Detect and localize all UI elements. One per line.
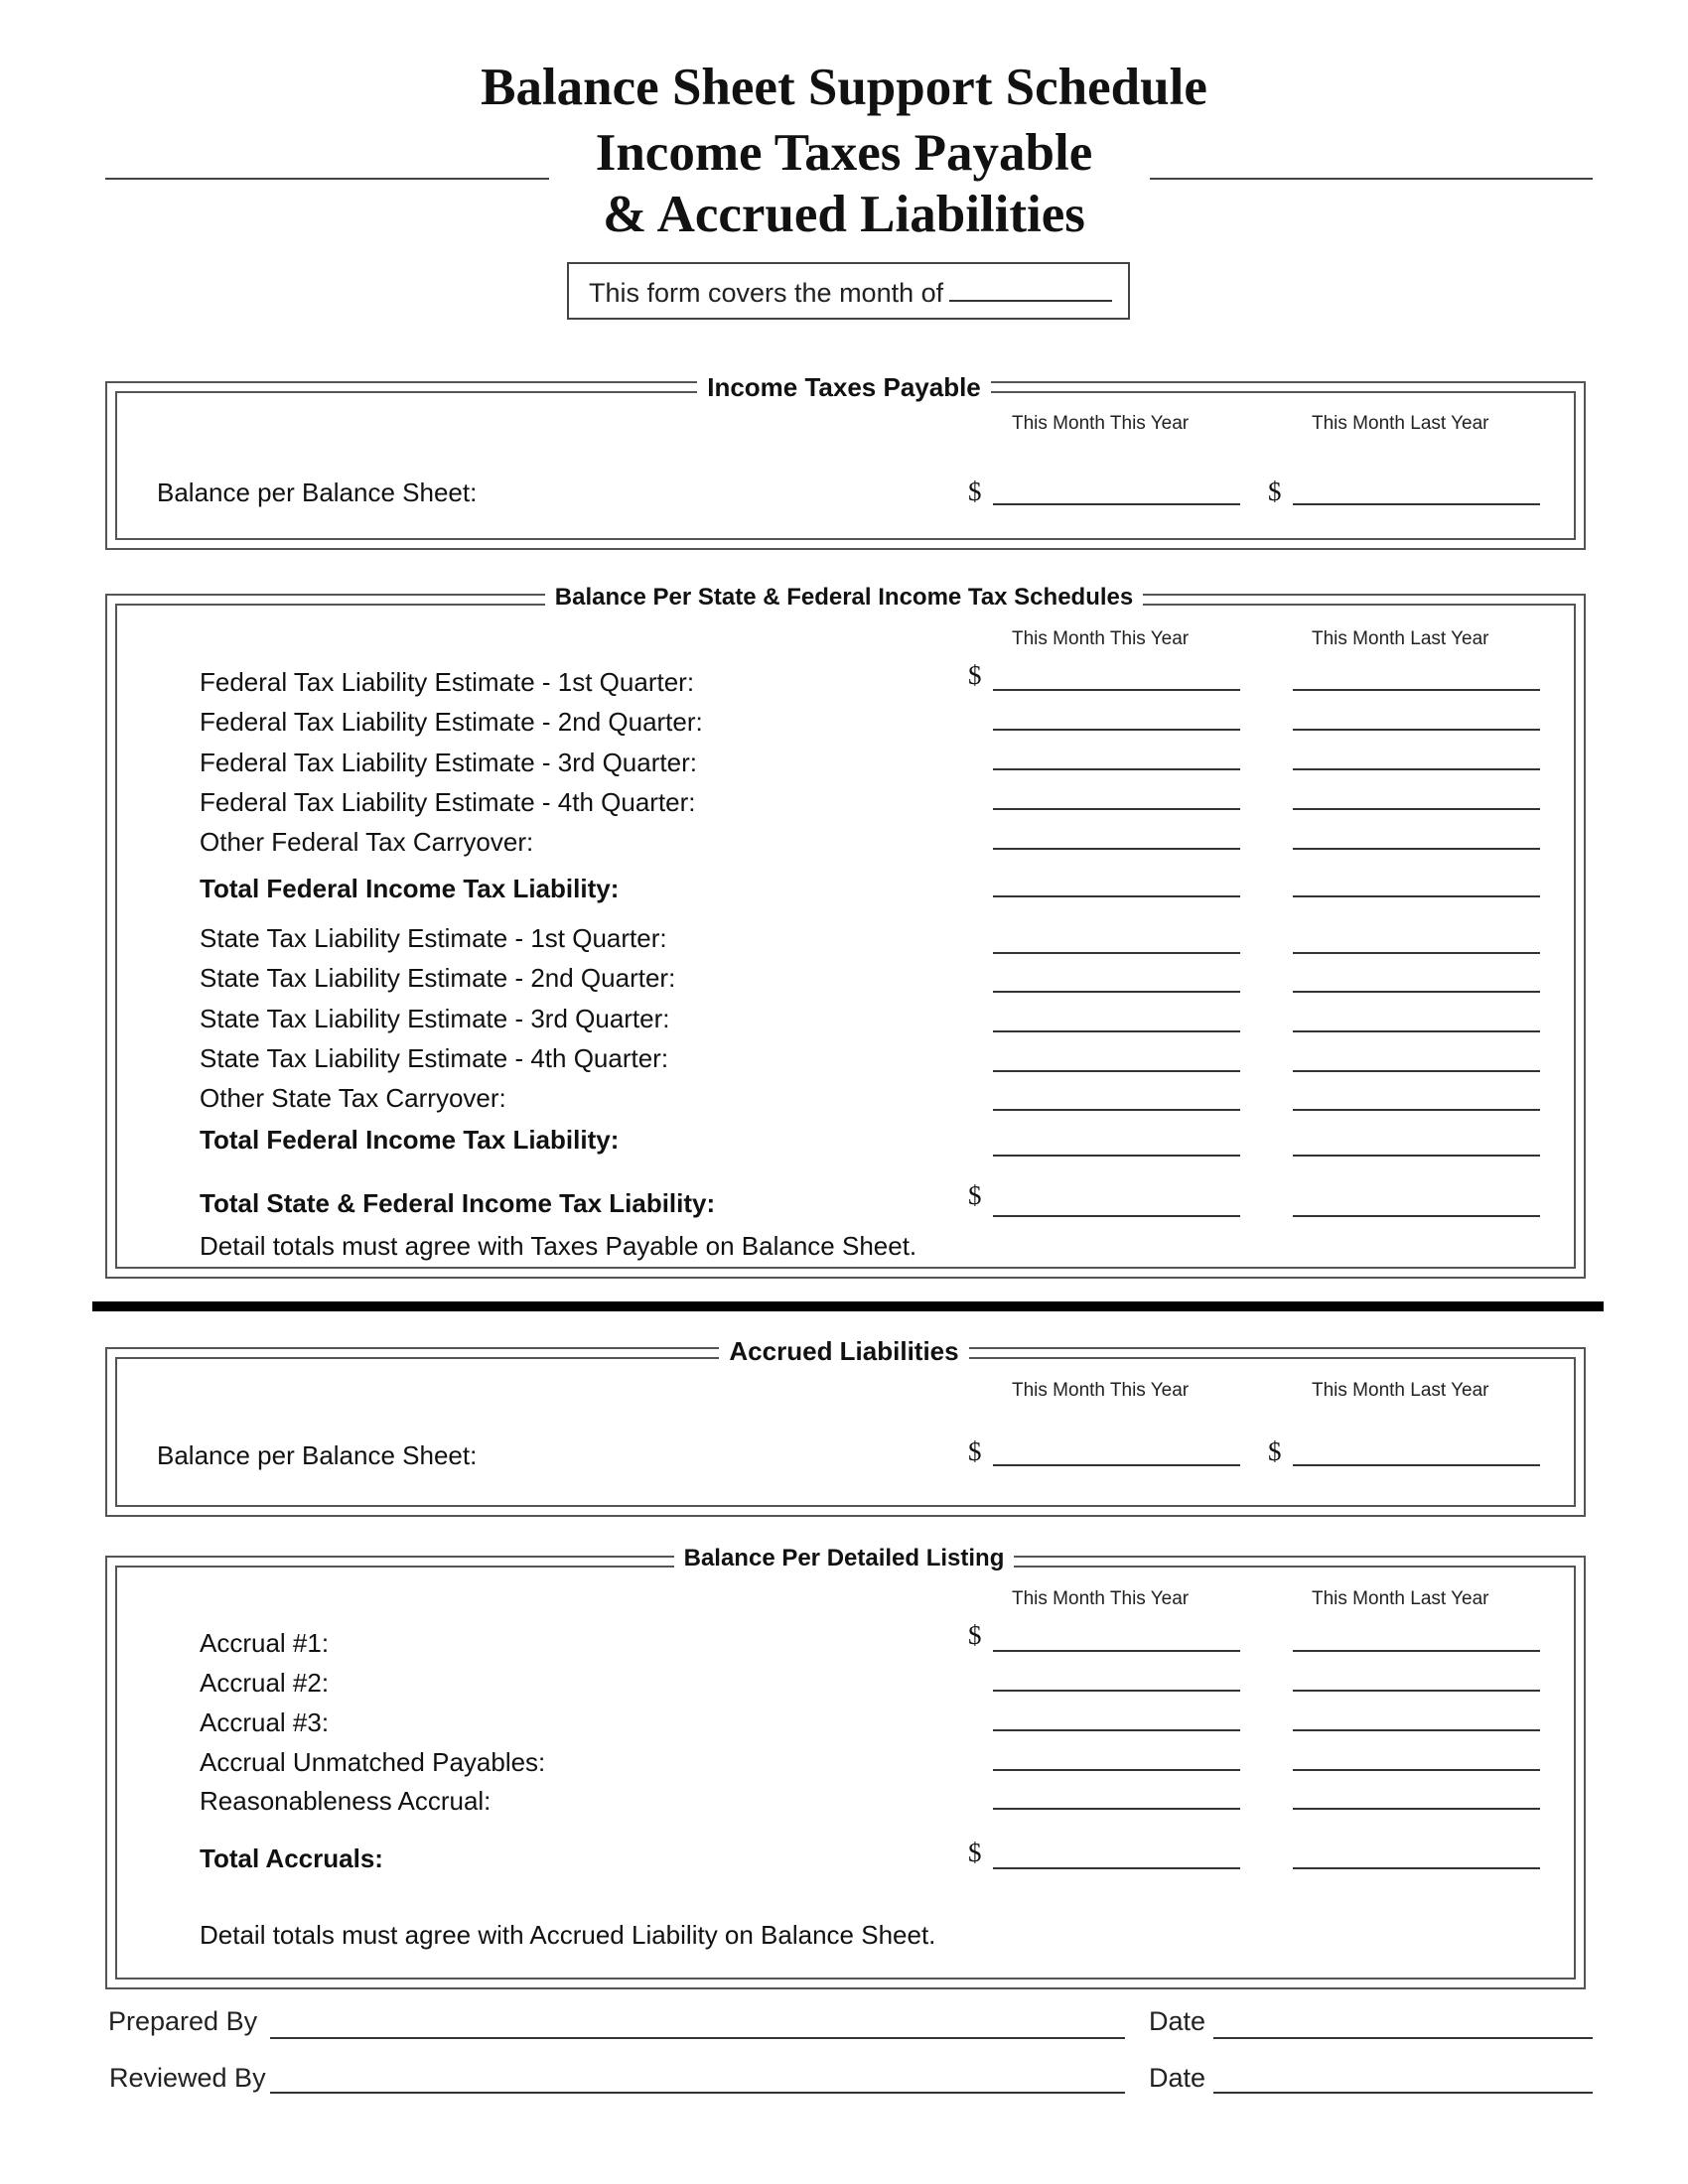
federal-q1-last-year-input[interactable] xyxy=(1293,689,1540,691)
state-q2-last-year-input[interactable] xyxy=(1293,991,1540,993)
dollar-sign: $ xyxy=(968,1620,982,1650)
federal-q2-last-year-input[interactable] xyxy=(1293,729,1540,731)
col-head-last-year: This Month Last Year xyxy=(1312,628,1489,649)
other-state-carryover-label: Other State Tax Carryover: xyxy=(200,1083,506,1113)
dollar-sign: $ xyxy=(1268,477,1282,506)
state-q1-last-year-input[interactable] xyxy=(1293,952,1540,954)
header-rule-right xyxy=(1150,178,1593,180)
reviewed-date-label: Date xyxy=(1149,2063,1206,2093)
total-state-this-year-input[interactable] xyxy=(993,1155,1240,1157)
prepared-by-input[interactable] xyxy=(270,2037,1125,2039)
state-q4-last-year-input[interactable] xyxy=(1293,1070,1540,1072)
accrued-balance-this-year-input[interactable] xyxy=(993,1464,1240,1466)
total-accruals-label: Total Accruals: xyxy=(200,1843,383,1873)
federal-q4-last-year-input[interactable] xyxy=(1293,808,1540,810)
balance-last-year-input[interactable] xyxy=(1293,503,1540,505)
state-q4-label: State Tax Liability Estimate - 4th Quarter: xyxy=(200,1043,669,1073)
other-federal-last-year-input[interactable] xyxy=(1293,848,1540,850)
accrued-balance-label: Balance per Balance Sheet: xyxy=(157,1440,478,1470)
prepared-by-label: Prepared By xyxy=(108,2006,258,2036)
section-title-income-taxes: Income Taxes Payable xyxy=(0,374,1688,400)
detailed-listing-note: Detail totals must agree with Accrued Liability on Balance Sheet. xyxy=(200,1920,936,1950)
state-q1-label: State Tax Liability Estimate - 1st Quarter: xyxy=(200,923,667,953)
title-line-3: & Accrued Liabilities xyxy=(603,186,1085,243)
federal-q3-label: Federal Tax Liability Estimate - 3rd Quarter: xyxy=(200,748,697,777)
state-q3-label: State Tax Liability Estimate - 3rd Quarter: xyxy=(200,1004,670,1033)
dollar-sign: $ xyxy=(968,1838,982,1867)
month-box xyxy=(567,262,1130,320)
title-line-1: Balance Sheet Support Schedule xyxy=(481,59,1207,116)
other-state-this-year-input[interactable] xyxy=(993,1109,1240,1111)
balance-this-year-input[interactable] xyxy=(993,503,1240,505)
total-state-last-year-input[interactable] xyxy=(1293,1155,1540,1157)
title-line-2: Income Taxes Payable xyxy=(595,124,1093,182)
other-state-last-year-input[interactable] xyxy=(1293,1109,1540,1111)
state-q3-this-year-input[interactable] xyxy=(993,1030,1240,1032)
reasonableness-accrual-label: Reasonableness Accrual: xyxy=(200,1786,492,1816)
state-q3-last-year-input[interactable] xyxy=(1293,1030,1540,1032)
federal-q4-label: Federal Tax Liability Estimate - 4th Quarter: xyxy=(200,787,696,817)
total-federal-label: Total Federal Income Tax Liability: xyxy=(200,874,620,903)
accrual-unmatched-label: Accrual Unmatched Payables: xyxy=(200,1747,546,1777)
accrual-2-this-year-input[interactable] xyxy=(993,1690,1240,1692)
federal-q3-this-year-input[interactable] xyxy=(993,768,1240,770)
prepared-date-label: Date xyxy=(1149,2006,1206,2036)
col-head-last-year: This Month Last Year xyxy=(1312,1588,1489,1609)
accrual-2-label: Accrual #2: xyxy=(200,1668,330,1698)
section-divider xyxy=(92,1301,1604,1311)
section-title-accrued-liabilities: Accrued Liabilities xyxy=(0,1338,1688,1364)
accrual-1-this-year-input[interactable] xyxy=(993,1650,1240,1652)
total-federal-this-year-input[interactable] xyxy=(993,895,1240,897)
other-federal-carryover-label: Other Federal Tax Carryover: xyxy=(200,827,534,857)
total-combined-last-year-input[interactable] xyxy=(1293,1215,1540,1217)
dollar-sign: $ xyxy=(968,1436,982,1466)
state-q1-this-year-input[interactable] xyxy=(993,952,1240,954)
state-q2-this-year-input[interactable] xyxy=(993,991,1240,993)
total-combined-this-year-input[interactable] xyxy=(993,1215,1240,1217)
accrual-3-label: Accrual #3: xyxy=(200,1707,330,1737)
tax-schedules-note: Detail totals must agree with Taxes Payable on Balance Sheet. xyxy=(200,1231,917,1261)
accrual-2-last-year-input[interactable] xyxy=(1293,1690,1540,1692)
dollar-sign: $ xyxy=(968,1180,982,1210)
accrual-unmatched-last-year-input[interactable] xyxy=(1293,1769,1540,1771)
federal-q4-this-year-input[interactable] xyxy=(993,808,1240,810)
accrual-1-label: Accrual #1: xyxy=(200,1628,330,1658)
col-head-this-year: This Month This Year xyxy=(1012,628,1190,649)
section-title-tax-schedules: Balance Per State & Federal Income Tax Schedules xyxy=(0,586,1688,610)
total-state-label: Total Federal Income Tax Liability: xyxy=(200,1125,620,1155)
col-head-this-year: This Month This Year xyxy=(1012,1588,1190,1609)
dollar-sign: $ xyxy=(968,477,982,506)
accrual-3-this-year-input[interactable] xyxy=(993,1729,1240,1731)
col-head-last-year: This Month Last Year xyxy=(1312,413,1489,434)
state-q2-label: State Tax Liability Estimate - 2nd Quarter: xyxy=(200,963,676,993)
col-head-last-year: This Month Last Year xyxy=(1312,1380,1489,1401)
col-head-this-year: This Month This Year xyxy=(1012,413,1190,434)
state-q4-this-year-input[interactable] xyxy=(993,1070,1240,1072)
other-federal-this-year-input[interactable] xyxy=(993,848,1240,850)
prepared-date-input[interactable] xyxy=(1213,2037,1593,2039)
total-accruals-last-year-input[interactable] xyxy=(1293,1867,1540,1869)
reviewed-by-input[interactable] xyxy=(270,2092,1125,2094)
month-input[interactable] xyxy=(949,276,1112,302)
total-state-federal-label: Total State & Federal Income Tax Liability: xyxy=(200,1188,716,1218)
accrual-1-last-year-input[interactable] xyxy=(1293,1650,1540,1652)
section-title-detailed-listing: Balance Per Detailed Listing xyxy=(0,1547,1688,1570)
dollar-sign: $ xyxy=(968,660,982,690)
accrual-unmatched-this-year-input[interactable] xyxy=(993,1769,1240,1771)
col-head-this-year: This Month This Year xyxy=(1012,1380,1190,1401)
balance-per-balance-sheet-label: Balance per Balance Sheet: xyxy=(157,478,478,507)
reviewed-date-input[interactable] xyxy=(1213,2092,1593,2094)
reviewed-by-label: Reviewed By xyxy=(109,2063,266,2093)
reasonableness-this-year-input[interactable] xyxy=(993,1808,1240,1810)
accrued-balance-last-year-input[interactable] xyxy=(1293,1464,1540,1466)
total-federal-last-year-input[interactable] xyxy=(1293,895,1540,897)
total-accruals-this-year-input[interactable] xyxy=(993,1867,1240,1869)
header-rule-left xyxy=(105,178,549,180)
reasonableness-last-year-input[interactable] xyxy=(1293,1808,1540,1810)
federal-q2-this-year-input[interactable] xyxy=(993,729,1240,731)
federal-q3-last-year-input[interactable] xyxy=(1293,768,1540,770)
accrual-3-last-year-input[interactable] xyxy=(1293,1729,1540,1731)
federal-q2-label: Federal Tax Liability Estimate - 2nd Quarter: xyxy=(200,707,703,737)
federal-q1-this-year-input[interactable] xyxy=(993,689,1240,691)
federal-q1-label: Federal Tax Liability Estimate - 1st Quarter: xyxy=(200,667,695,697)
month-label: This form covers the month of xyxy=(589,278,944,308)
dollar-sign: $ xyxy=(1268,1436,1282,1466)
